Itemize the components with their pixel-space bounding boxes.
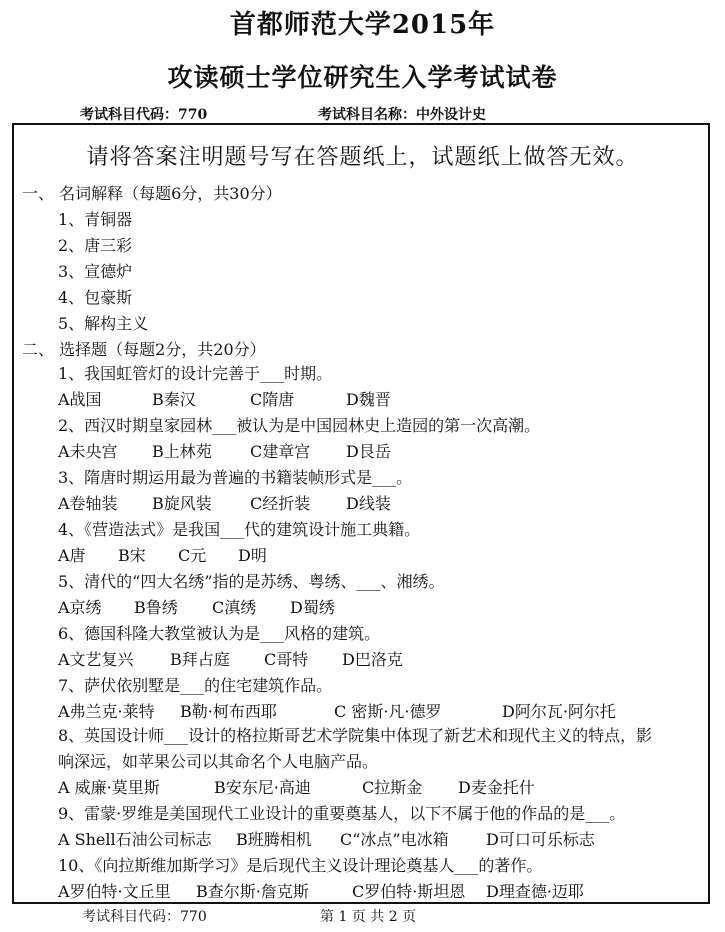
option-c: C 密斯·凡·德罗 — [334, 702, 442, 721]
exam-title-university: 首都师范大学2015年 — [229, 10, 496, 40]
option-b: B拜占庭 — [170, 650, 230, 669]
question-text: 1、我国虹管灯的设计完善于___时期。 — [58, 364, 333, 383]
option-c: C滇绣 — [212, 598, 257, 617]
option-d: D艮岳 — [346, 442, 391, 461]
option-c: C拉斯金 — [362, 778, 423, 797]
option-b: B上林苑 — [152, 442, 212, 461]
section2-heading: 二、 选择题（每题2分，共20分） — [22, 340, 266, 359]
option-c: C元 — [178, 546, 207, 565]
question-text: 6、德国科隆大教堂被认为是___风格的建筑。 — [58, 624, 381, 643]
option-d: D巴洛克 — [342, 650, 403, 669]
option-d: D蜀绣 — [290, 598, 335, 617]
option-a: A未央宫 — [58, 442, 118, 461]
option-c: C建章宫 — [250, 442, 311, 461]
question-text: 7、萨伏依别墅是___的住宅建筑作品。 — [58, 676, 333, 695]
option-d: D阿尔瓦·阿尔托 — [502, 702, 616, 721]
option-a: A卷轴装 — [58, 494, 118, 513]
option-b: B安东尼·高迪 — [214, 778, 311, 797]
option-d: D麦金托什 — [458, 778, 535, 797]
option-b: B鲁绣 — [134, 598, 178, 617]
option-c: C哥特 — [264, 650, 309, 669]
option-a: A 威廉·莫里斯 — [58, 778, 160, 797]
question-text: 8、英国设计师___设计的格拉斯哥艺术学院集中体现了新艺术和现代主义的特点，影 — [58, 726, 653, 745]
option-b: B查尔斯·詹克斯 — [196, 882, 309, 901]
question-text: 4、《营造法式》是我国___代的建筑设计施工典籍。 — [58, 520, 421, 539]
option-c: C“冰点”电冰箱 — [340, 830, 449, 849]
question-text: 9、雷蒙·罗维是美国现代工业设计的重要奠基人，以下不属于他的作品的是___。 — [58, 804, 626, 823]
question-text: 3、隋唐时期运用最为普遍的书籍装帧形式是___。 — [58, 468, 413, 487]
subject-code-label: 考试科目代码：770 — [80, 107, 208, 123]
option-a: A文艺复兴 — [58, 650, 134, 669]
answer-notice: 请将答案注明题号写在答题纸上，试题纸上做答无效。 — [86, 145, 639, 170]
option-a: A唐 — [58, 546, 86, 565]
question-text: 10、《向拉斯维加斯学习》是后现代主义设计理论奠基人___的著作。 — [58, 856, 543, 875]
footer-subject-code: 考试科目代码：770 — [82, 909, 207, 925]
option-d: D明 — [238, 546, 267, 565]
option-d: D可口可乐标志 — [486, 830, 595, 849]
option-c: C隋唐 — [250, 390, 295, 409]
option-a: A Shell石油公司标志 — [58, 830, 212, 849]
option-d: D理查德·迈耶 — [486, 882, 584, 901]
term-item: 4、包豪斯 — [58, 288, 133, 307]
option-a: A战国 — [58, 390, 102, 409]
option-a: A京绣 — [58, 598, 102, 617]
option-c: C经折装 — [250, 494, 311, 513]
exam-title-paper: 攻读硕士学位研究生入学考试试卷 — [167, 63, 558, 92]
option-a: A罗伯特·文丘里 — [58, 882, 171, 901]
question-text-continued: 响深远，如苹果公司以其命名个人电脑产品。 — [58, 752, 379, 771]
option-b: B宋 — [118, 546, 146, 565]
option-b: B秦汉 — [152, 390, 196, 409]
footer-page-number: 第 1 页 共 2 页 — [320, 909, 417, 925]
option-d: D线装 — [346, 494, 391, 513]
option-a: A弗兰克·莱特 — [58, 702, 155, 721]
option-b: B旋风装 — [152, 494, 212, 513]
subject-name-label: 考试科目名称：中外设计史 — [318, 107, 486, 123]
option-b: B班腾相机 — [236, 830, 312, 849]
option-b: B勒·柯布西耶 — [180, 702, 277, 721]
option-d: D魏晋 — [346, 390, 391, 409]
term-item: 5、解构主义 — [58, 314, 149, 333]
term-item: 2、唐三彩 — [58, 236, 133, 255]
option-c: C罗伯特·斯坦恩 — [352, 882, 466, 901]
question-text: 5、清代的“四大名绣”指的是苏绣、粤绣、___、湘绣。 — [58, 572, 445, 591]
question-text: 2、西汉时期皇家园林___被认为是中国园林史上造园的第一次高潮。 — [58, 416, 541, 435]
term-item: 3、宣德炉 — [58, 262, 133, 281]
section1-heading: 一、 名词解释（每题6分，共30分） — [22, 184, 282, 203]
term-item: 1、青铜器 — [58, 210, 133, 229]
